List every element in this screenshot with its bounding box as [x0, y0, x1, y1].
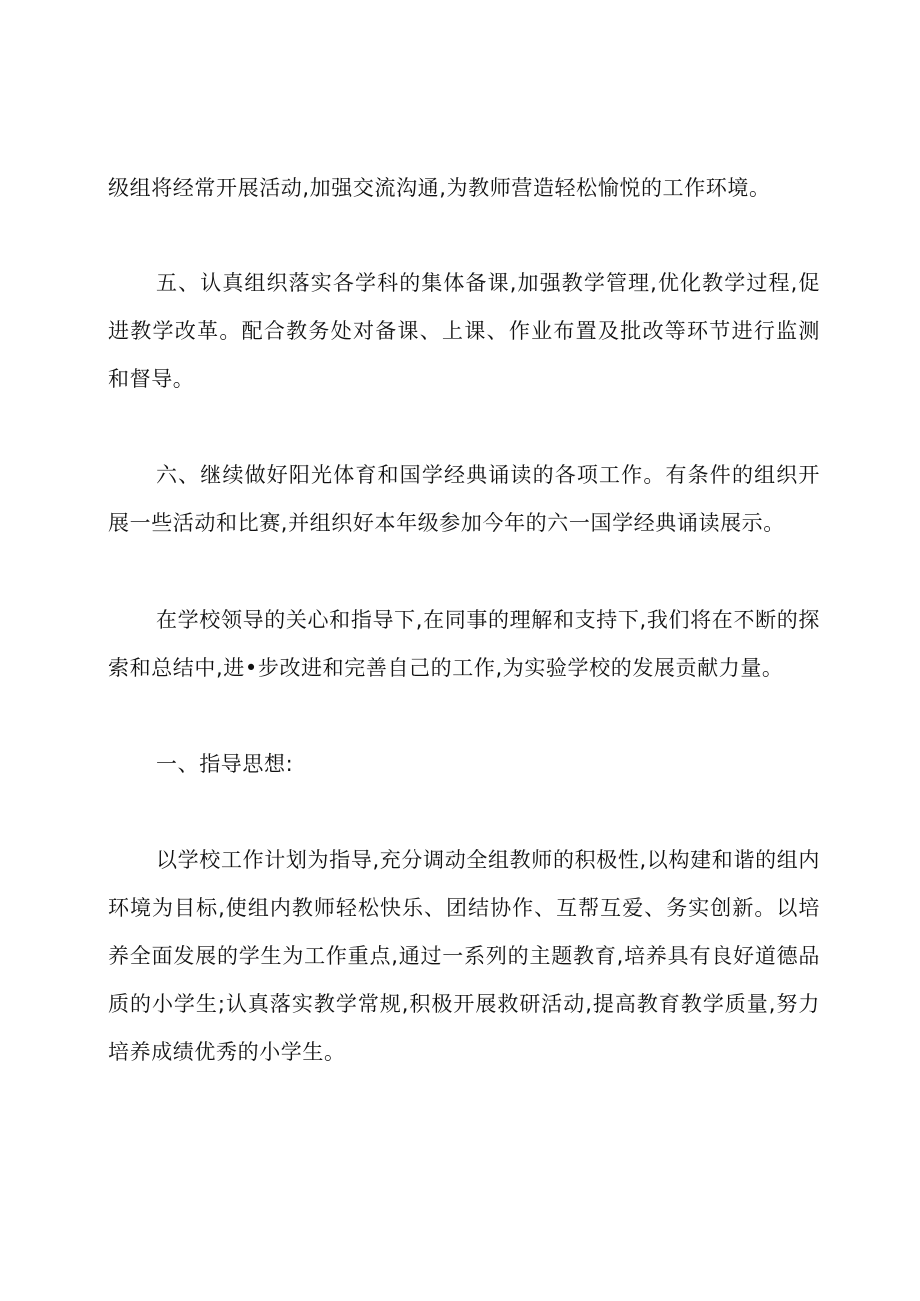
section-heading-guiding-thought: 一、指导思想: [156, 752, 294, 776]
paragraph-closing: 在学校领导的关心和指导下,在同事的理解和支持下,我们将在不断的探索和总结中,进•步改进和完善自己的工作,为实验学校的发展贡献力量。 [108, 608, 820, 680]
paragraph-continuation: 级组将经常开展活动,加强交流沟通,为教师营造轻松愉悦的工作环境。 [108, 176, 771, 200]
paragraph-item-six: 六、继续做好阳光体育和国学经典诵读的各项工作。有条件的组织开展一些活动和比赛,并组织好本年级参加今年的六一国学经典诵读展示。 [108, 463, 820, 535]
paragraph-guiding-thought: 以学校工作计划为指导,充分调动全组教师的积极性,以构建和谐的组内环境为目标,使组内教师轻松快乐、团结协作、互帮互爱、务实创新。以培养全面发展的学生为工作重点,通过一系列的主题教育,培养具有良好道德品质的小学生;认真落实教学常规,积极开展救研活动,提高教育教学质量,努力培养成绩优秀的小学生。 [108, 848, 820, 1064]
paragraph-item-five: 五、认真组织落实各学科的集体备课,加强教学管理,优化教学过程,促进教学改革。配合教务处对备课、上课、作业布置及批改等环节进行监测和督导。 [108, 271, 820, 391]
